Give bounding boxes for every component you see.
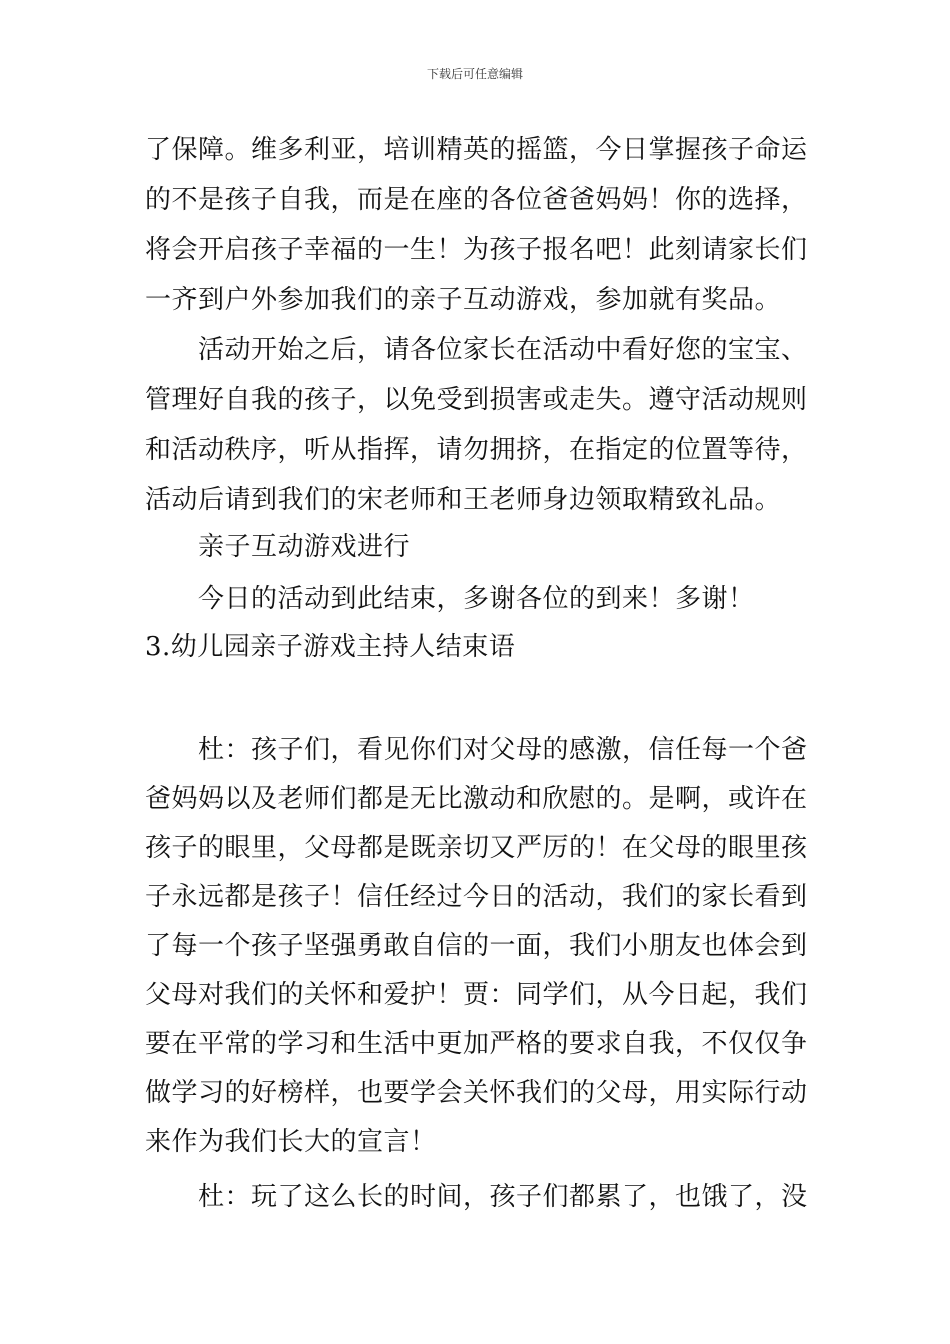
paragraph-line: 了保障。维多利亚，培训精英的摇篮，今日掌握孩子命运 <box>145 135 808 165</box>
paragraph-line: 杜：玩了这么长的时间，孩子们都累了，也饿了，没 <box>198 1182 808 1212</box>
paragraph-line: 要在平常的学习和生活中更加严格的要求自我，不仅仅争 <box>145 1029 808 1059</box>
paragraph-line: 杜：孩子们，看见你们对父母的感激，信任每一个爸 <box>198 735 808 765</box>
paragraph-line: 和活动秩序，听从指挥，请勿拥挤，在指定的位置等待， <box>145 435 808 465</box>
paragraph-line: 今日的活动到此结束，多谢各位的到来！多谢！ <box>198 584 755 614</box>
paragraph-line: 亲子互动游戏进行 <box>198 532 411 562</box>
page-header: 下载后可任意编辑 <box>426 67 523 81</box>
paragraph-line: 做学习的好榜样，也要学会关怀我们的父母，用实际行动 <box>145 1078 808 1108</box>
paragraph-line: 活动后请到我们的宋老师和王老师身边领取精致礼品。 <box>145 485 782 515</box>
paragraph-line: 将会开启孩子幸福的一生！为孩子报名吧！此刻请家长们 <box>145 235 808 265</box>
paragraph-line: 父母对我们的关怀和爱护！贾：同学们，从今日起，我们 <box>145 980 808 1010</box>
section-heading: 3.幼儿园亲子游戏主持人结束语 <box>145 632 516 662</box>
paragraph-line: 一齐到户外参加我们的亲子互动游戏，参加就有奖品。 <box>145 285 782 315</box>
paragraph-line: 来作为我们长大的宣言！ <box>145 1127 437 1157</box>
paragraph-line: 子永远都是孩子！信任经过今日的活动，我们的家长看到 <box>145 882 808 912</box>
paragraph-line: 活动开始之后，请各位家长在活动中看好您的宝宝、 <box>198 335 808 365</box>
paragraph-line: 了每一个孩子坚强勇敢自信的一面，我们小朋友也体会到 <box>145 931 808 961</box>
paragraph-line: 的不是孩子自我，而是在座的各位爸爸妈妈！你的选择， <box>145 185 808 215</box>
paragraph-line: 管理好自我的孩子，以免受到损害或走失。遵守活动规则 <box>145 385 808 415</box>
paragraph-line: 孩子的眼里，父母都是既亲切又严厉的！在父母的眼里孩 <box>145 833 808 863</box>
paragraph-line: 爸妈妈以及老师们都是无比激动和欣慰的。是啊，或许在 <box>145 784 808 814</box>
